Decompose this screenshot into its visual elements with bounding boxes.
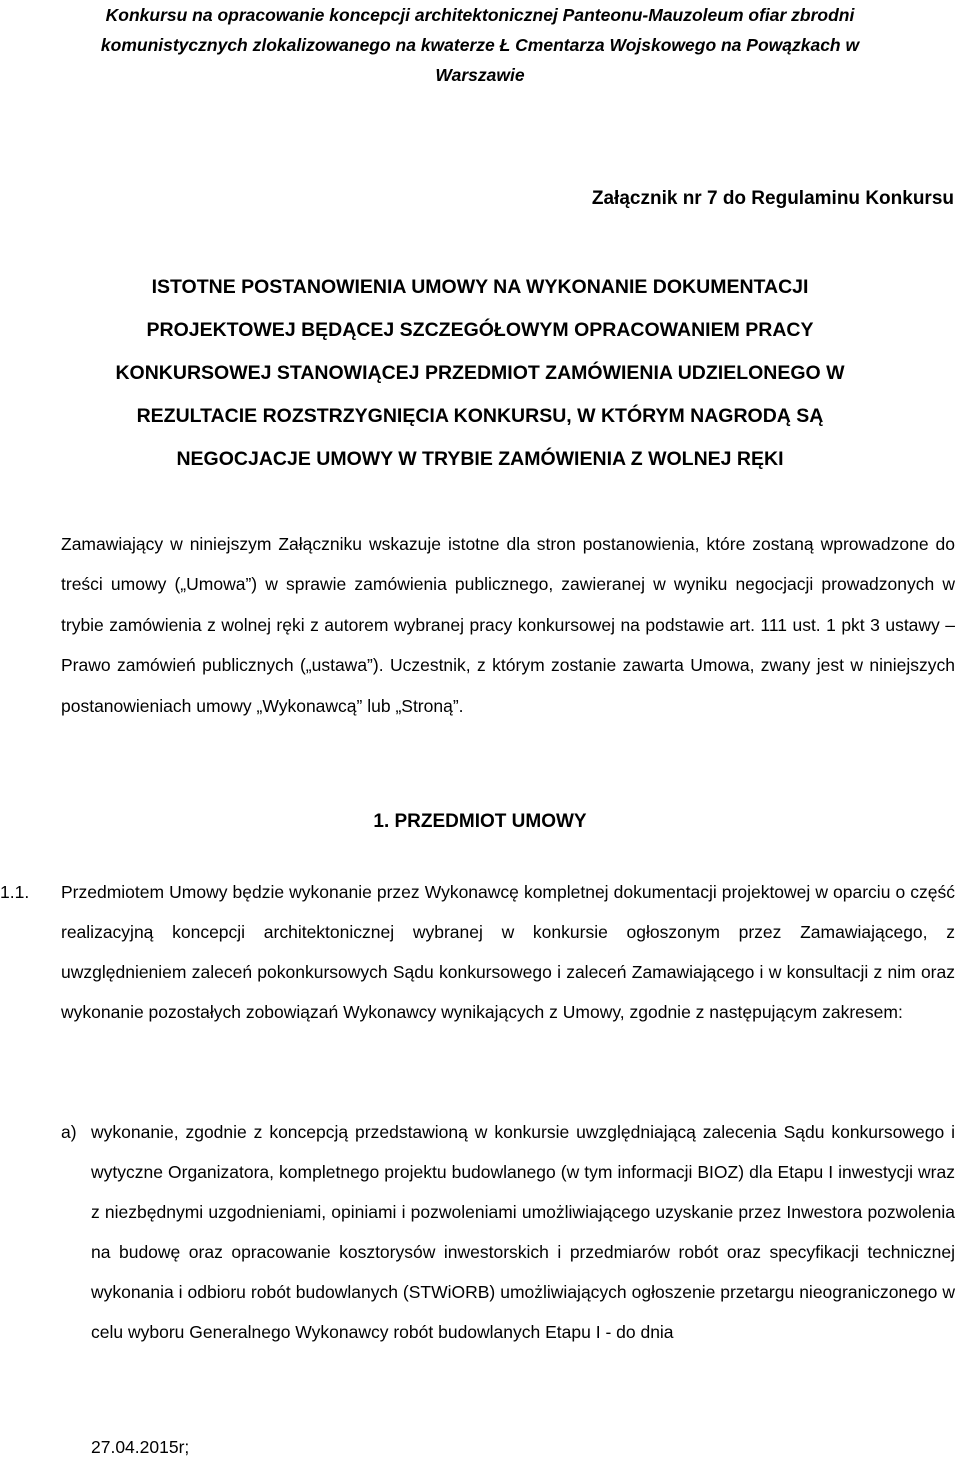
title-line: ISTOTNE POSTANOWIENIA UMOWY NA WYKONANIE DOKUMENTACJI (151, 276, 809, 298)
document-title (0, 266, 960, 481)
clause-number: 1.1. (0, 882, 30, 902)
attachment-label: Załącznik nr 7 do Regulaminu Konkursu (591, 188, 954, 209)
document-header (0, 0, 960, 90)
header-line: komunistycznych zlokalizowanego na kwaterze Ł Cmentarza Wojskowego na Powązkach w (100, 35, 860, 55)
list-item-label: a) (61, 1122, 77, 1142)
title-line: PROJEKTOWEJ BĘDĄCEJ SZCZEGÓŁOWYM OPRACOWANIEM PRACY (146, 319, 814, 341)
list-item-date: 27.04.2015r; (91, 1437, 190, 1457)
clause-paragraph: Przedmiotem Umowy będzie wykonanie przez Wykonawcę kompletnej dokumentacji projektowej w oparciu o część realizacyjną koncepcji architektonicznej wybranej w konkursie ogłoszonym przez Zamawiającego, z uwzględnieniem zaleceń pokonkursowych Sądu konkursowego i zaleceń Zamawiającego i w konsultacji z nim oraz wykonanie pozostałych zobowiązań Wykonawcy wynikających z Umowy, zgodnie z następującym zakresem: (61, 882, 955, 1022)
title-line: NEGOCJACJE UMOWY W TRYBIE ZAMÓWIENIA Z WOLNEJ RĘKI (176, 448, 784, 470)
header-line: Konkursu na opracowanie koncepcji architektonicznej Panteonu-Mauzoleum ofiar zbrodni (105, 5, 855, 25)
title-line: REZULTACIE ROZSTRZYGNIĘCIA KONKURSU, W KTÓRYM NAGRODĄ SĄ (136, 405, 824, 427)
title-line: KONKURSOWEJ STANOWIĄCEJ PRZEDMIOT ZAMÓWIENIA UDZIELONEGO W (115, 362, 845, 384)
section-heading: 1. PRZEDMIOT UMOWY (373, 811, 587, 832)
header-line: Warszawie (435, 65, 525, 85)
intro-paragraph: Zamawiający w niniejszym Załączniku wskazuje istotne dla stron postanowienia, które zostaną wprowadzone do treści umowy („Umowa”) w sprawie zamówienia publicznego, zawieranej w wyniku negocjacji prowadzonych w trybie zamówienia z wolnej ręki z autorem wybranej pracy konkursowej na podstawie art. 111 ust. 1 pkt 3 ustawy – Prawo zamówień publicznych („ustawa”). Uczestnik, z którym zostanie zawarta Umowa, zwany jest w niniejszych postanowieniach umowy „Wykonawcą” lub „Stroną”. (61, 534, 955, 716)
list-item-text: wykonanie, zgodnie z koncepcją przedstawioną w konkursie uwzględniającą zalecenia Sądu konkursowego i wytyczne Organizatora, kompletnego projektu budowlanego (w tym informacji BIOZ) dla Etapu I inwestycji wraz z niezbędnymi uzgodnieniami, opiniami i pozwoleniami umożliwiającego uzyskanie przez Inwestora pozwolenia na budowę oraz opracowanie kosztorysów inwestorskich i przedmiarów robót oraz specyfikacji technicznej wykonania i odbioru robót budowlanych (STWiORB) umożliwiających ogłoszenie przetargu nieograniczonego w celu wyboru Generalnego Wykonawcy robót budowlanych Etapu I - do dnia (91, 1122, 955, 1342)
